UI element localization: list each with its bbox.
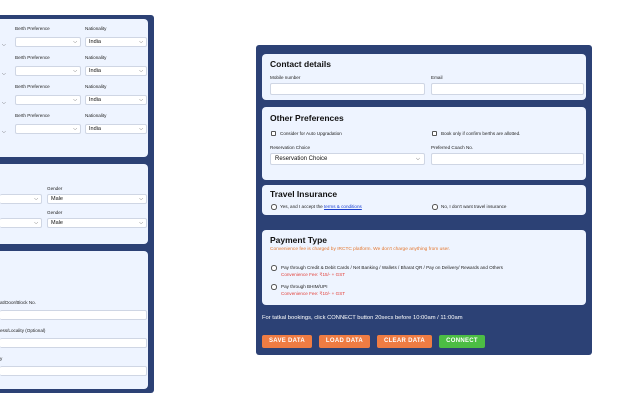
chevron-down-icon: ⌵ — [139, 97, 143, 103]
reservation-choice-value: Reservation Choice — [275, 156, 328, 162]
reservation-choice-select[interactable] — [270, 153, 425, 165]
auto-upgrade-label: Consider for Auto Upgradation — [280, 131, 342, 136]
nationality-select[interactable] — [85, 124, 147, 134]
chevron-down-icon: ⌵ — [139, 39, 143, 45]
nationality-label: Nationality — [85, 26, 107, 31]
payment-upi-fee: Convenience Fee: ₹10/- + GST — [281, 291, 346, 296]
nationality-value: India — [89, 97, 101, 103]
insurance-no-radio[interactable] — [432, 204, 438, 210]
payment-card-fee: Convenience Fee: ₹15/- + GST — [281, 272, 346, 277]
chevron-down-icon: ⌵ — [73, 68, 77, 74]
confirm-berths-checkbox[interactable] — [432, 131, 437, 136]
gender-label: Gender — [47, 186, 63, 191]
city-label: y — [0, 356, 3, 361]
connect-button[interactable]: CONNECT — [439, 335, 485, 348]
nationality-select[interactable] — [85, 95, 147, 105]
infant-field[interactable] — [0, 218, 42, 228]
insurance-yes-radio[interactable] — [271, 204, 277, 210]
email-input[interactable] — [431, 83, 584, 95]
terms-link[interactable]: terms & conditions — [324, 204, 362, 209]
flat-door-input[interactable] — [0, 310, 147, 320]
travel-insurance-title: Travel Insurance — [270, 189, 338, 199]
chevron-down-icon: ⌵ — [139, 126, 143, 132]
chevron-down-icon: ⌵ — [73, 97, 77, 103]
nationality-select[interactable] — [85, 37, 147, 47]
convenience-fee-note: Convenience fee is charged by IRCTC platform. We don't charge anything from user. — [270, 247, 451, 252]
chevron-down-icon: ⌵ — [73, 126, 77, 132]
locality-input[interactable] — [0, 338, 147, 348]
confirm-berths-label: Book only if confirm berths are allotted. — [441, 131, 521, 136]
nationality-label: Nationality — [85, 113, 107, 118]
contact-details-card — [262, 54, 586, 100]
berth-label: Berth Preference — [15, 55, 50, 60]
berth-label: Berth Preference — [15, 113, 50, 118]
auto-upgrade-checkbox[interactable] — [271, 131, 276, 136]
nationality-value: India — [89, 39, 101, 45]
chevron-down-icon: ⌵ — [139, 196, 143, 202]
chevron-down-icon[interactable]: ⌵ — [2, 42, 6, 48]
payment-upi-radio[interactable] — [271, 284, 277, 290]
save-data-button[interactable]: SAVE DATA — [262, 335, 312, 348]
tatkal-note: For tatkal bookings, click CONNECT button 20secs before 10:00am / 11:00am — [262, 315, 463, 321]
infant-field[interactable] — [0, 194, 42, 204]
contact-details-title: Contact details — [270, 59, 331, 69]
travel-insurance-card — [262, 185, 586, 215]
payment-type-card — [262, 230, 586, 305]
chevron-down-icon[interactable]: ⌵ — [2, 129, 6, 135]
load-data-button[interactable]: LOAD DATA — [319, 335, 370, 348]
payment-card-radio[interactable] — [271, 265, 277, 271]
infant-details-card — [0, 164, 148, 244]
passenger-panel — [0, 15, 154, 393]
berth-label: Berth Preference — [15, 26, 50, 31]
address-card — [0, 251, 148, 389]
clear-data-button[interactable]: CLEAR DATA — [377, 335, 432, 348]
nationality-value: India — [89, 68, 101, 74]
coach-label: Preferred Coach No. — [431, 145, 474, 150]
chevron-down-icon[interactable]: ⌵ — [2, 71, 6, 77]
nationality-label: Nationality — [85, 55, 107, 60]
passenger-details-card — [0, 19, 148, 157]
insurance-yes-label — [280, 204, 362, 209]
gender-value: Male — [51, 220, 63, 226]
chevron-down-icon: ⌵ — [34, 196, 38, 202]
booking-form-panel — [256, 45, 592, 355]
locality-label: ess/Locality (Optional) — [0, 328, 46, 333]
other-preferences-title: Other Preferences — [270, 113, 344, 123]
berth-label: Berth Preference — [15, 84, 50, 89]
chevron-down-icon: ⌵ — [34, 220, 38, 226]
other-preferences-card — [262, 107, 586, 180]
berth-select[interactable] — [15, 124, 81, 134]
gender-select[interactable] — [47, 194, 147, 204]
chevron-down-icon: ⌵ — [139, 68, 143, 74]
chevron-down-icon: ⌵ — [415, 156, 420, 162]
mobile-input[interactable] — [270, 83, 425, 95]
gender-value: Male — [51, 196, 63, 202]
insurance-no-label: No, I don't want travel insurance — [441, 204, 507, 209]
gender-label: Gender — [47, 210, 63, 215]
nationality-label: Nationality — [85, 84, 107, 89]
nationality-value: India — [89, 126, 101, 132]
reservation-choice-label: Reservation Choice — [270, 145, 311, 150]
city-input[interactable] — [0, 366, 147, 376]
chevron-down-icon: ⌵ — [73, 39, 77, 45]
insurance-yes-text: Yes, and I accept the — [280, 204, 325, 209]
berth-select[interactable] — [15, 66, 81, 76]
berth-select[interactable] — [15, 95, 81, 105]
mobile-label: Mobile number — [270, 75, 301, 80]
payment-card-label: Pay through Credit & Debit Cards / Net Banking / Wallets / Bharat QR / Pay on Delivery/ Rewards and Others — [281, 265, 503, 270]
email-label: Email — [431, 75, 443, 80]
coach-input[interactable] — [431, 153, 584, 165]
chevron-down-icon: ⌵ — [139, 220, 143, 226]
berth-select[interactable] — [15, 37, 81, 47]
payment-type-title: Payment Type — [270, 235, 328, 245]
payment-upi-label: Pay through BHIM/UPI — [281, 284, 328, 289]
nationality-select[interactable] — [85, 66, 147, 76]
gender-select[interactable] — [47, 218, 147, 228]
flat-door-label: at/Door/Block No. — [0, 300, 36, 305]
chevron-down-icon[interactable]: ⌵ — [2, 100, 6, 106]
